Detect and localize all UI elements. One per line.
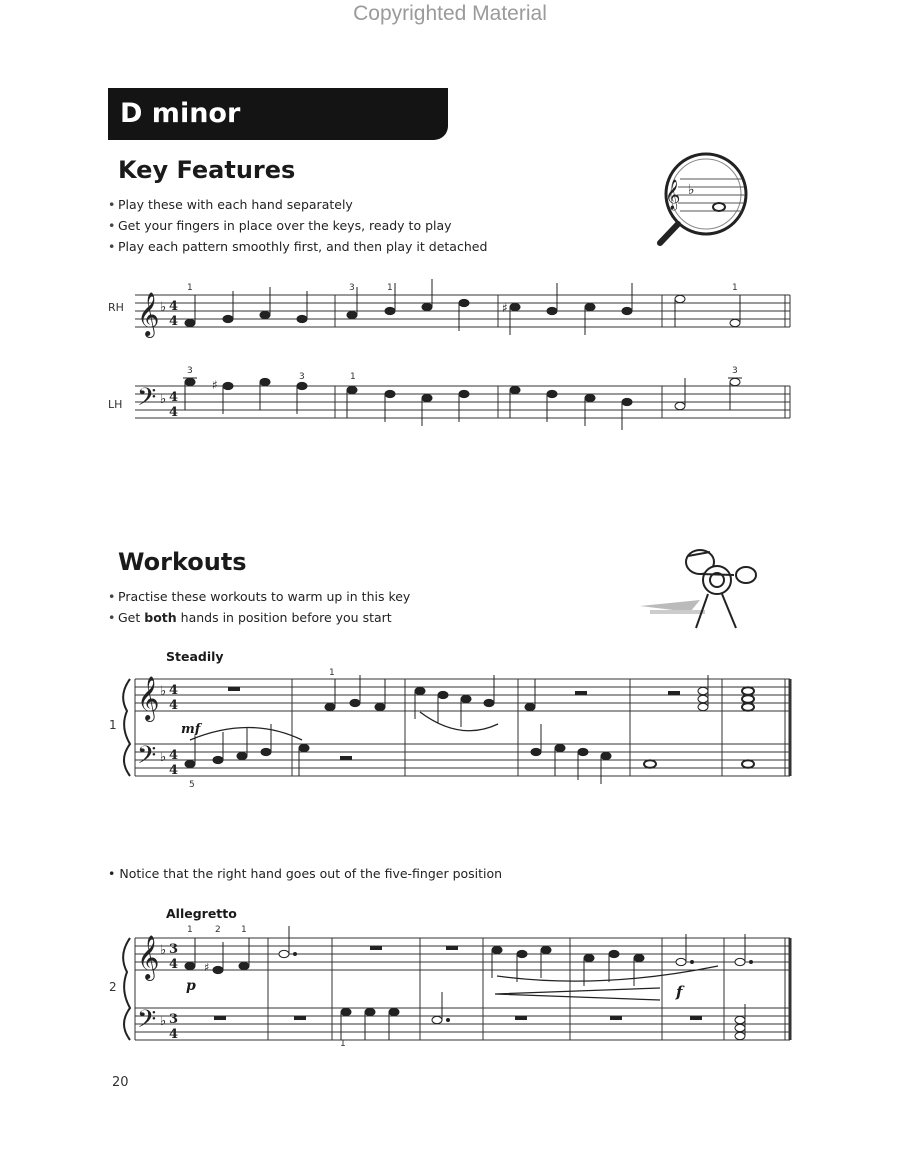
exercise2-treble-staff <box>135 938 790 970</box>
finger-number: 3 <box>732 366 738 376</box>
finger-number: 5 <box>189 780 195 790</box>
time-signature-icon: 4 <box>169 405 179 420</box>
sharp-icon: ♯ <box>212 378 218 392</box>
finger-number: 1 <box>187 283 193 293</box>
svg-text:♭: ♭ <box>688 182 695 198</box>
page-title: D minor <box>120 98 241 129</box>
list-item: • Get both hands in position before you start <box>108 610 392 625</box>
finger-number: 1 <box>340 1039 346 1049</box>
time-signature-icon: 4 <box>169 763 179 778</box>
dynamic-p: p <box>186 978 196 994</box>
exercise2-number: 2 <box>109 980 117 994</box>
exercise1-treble-staff <box>135 679 790 711</box>
svg-text:𝄞: 𝄞 <box>665 180 681 210</box>
finger-number: 1 <box>241 925 247 935</box>
lh-label: LH <box>108 398 123 411</box>
time-signature-icon: 4 <box>169 314 179 329</box>
time-signature-icon: 4 <box>169 390 179 405</box>
treble-clef-icon: 𝄞 <box>137 292 160 336</box>
finger-number: 2 <box>215 925 221 935</box>
brace-icon <box>123 679 130 776</box>
flat-icon: ♭ <box>160 684 167 699</box>
sharp-icon: ♯ <box>204 961 210 974</box>
finger-number: 1 <box>350 372 356 382</box>
flat-icon: ♭ <box>160 750 167 765</box>
page-number: 20 <box>112 1075 129 1090</box>
treble-clef-icon: 𝄞 <box>137 935 160 979</box>
list-item: • Practise these workouts to warm up in this key <box>108 589 411 604</box>
bass-clef-icon: 𝄢 <box>137 741 157 776</box>
flat-icon: ♭ <box>160 300 167 315</box>
time-signature-icon: 4 <box>169 1027 179 1042</box>
finger-number: 3 <box>299 372 305 382</box>
slur-icon <box>497 966 718 981</box>
slur-icon <box>190 728 302 741</box>
sharp-icon: ♯ <box>502 301 508 315</box>
finger-number: 1 <box>732 283 738 293</box>
exercise2-notes <box>185 926 753 1040</box>
bass-clef-icon: 𝄢 <box>137 1005 157 1040</box>
weightlifter-figure-icon <box>640 550 756 628</box>
exercise1-tempo: Steadily <box>166 649 224 664</box>
exercise2-bass-staff <box>135 1008 790 1040</box>
exercise2-barlines <box>135 938 790 1040</box>
exercise2-tempo: Allegretto <box>166 906 237 921</box>
time-signature-icon: 4 <box>169 698 179 713</box>
flat-icon: ♭ <box>160 943 167 958</box>
exercise1-barlines <box>135 679 790 776</box>
copyright-watermark: Copyrighted Material <box>353 2 547 25</box>
finger-number: 3 <box>349 283 355 293</box>
time-signature-icon: 4 <box>169 299 179 314</box>
finger-number: 1 <box>187 925 193 935</box>
crescendo-icon <box>495 988 660 1000</box>
list-item: • Play each pattern smoothly first, and then play it detached <box>108 239 488 254</box>
dynamic-mf: mf <box>181 722 201 737</box>
magnifier-key-signature-icon <box>660 154 746 243</box>
time-signature-icon: 4 <box>169 957 179 972</box>
exercise1-number: 1 <box>109 718 117 732</box>
finger-number: 1 <box>329 668 335 678</box>
list-item: • Play these with each hand separately <box>108 197 353 212</box>
flat-icon: ♭ <box>160 1014 167 1029</box>
brace-icon <box>123 938 130 1040</box>
time-signature-icon: 4 <box>169 748 179 763</box>
finger-number: 1 <box>387 283 393 293</box>
time-signature-icon: 3 <box>169 1012 179 1027</box>
workouts-heading: Workouts <box>118 548 247 576</box>
key-features-heading: Key Features <box>118 156 296 184</box>
exercise1-bass-staff <box>135 744 790 776</box>
finger-number: 3 <box>187 366 193 376</box>
slur-icon <box>420 712 498 731</box>
flat-icon: ♭ <box>160 392 167 407</box>
treble-clef-icon: 𝄞 <box>137 676 160 720</box>
time-signature-icon: 4 <box>169 683 179 698</box>
position-note: • Notice that the right hand goes out of the five-finger position <box>108 866 503 881</box>
rh-label: RH <box>108 301 124 314</box>
time-signature-icon: 3 <box>169 942 179 957</box>
dynamic-f: f <box>676 983 683 1001</box>
list-item: • Get your fingers in place over the keys, ready to play <box>108 218 452 233</box>
bass-clef-icon: 𝄢 <box>137 383 157 418</box>
